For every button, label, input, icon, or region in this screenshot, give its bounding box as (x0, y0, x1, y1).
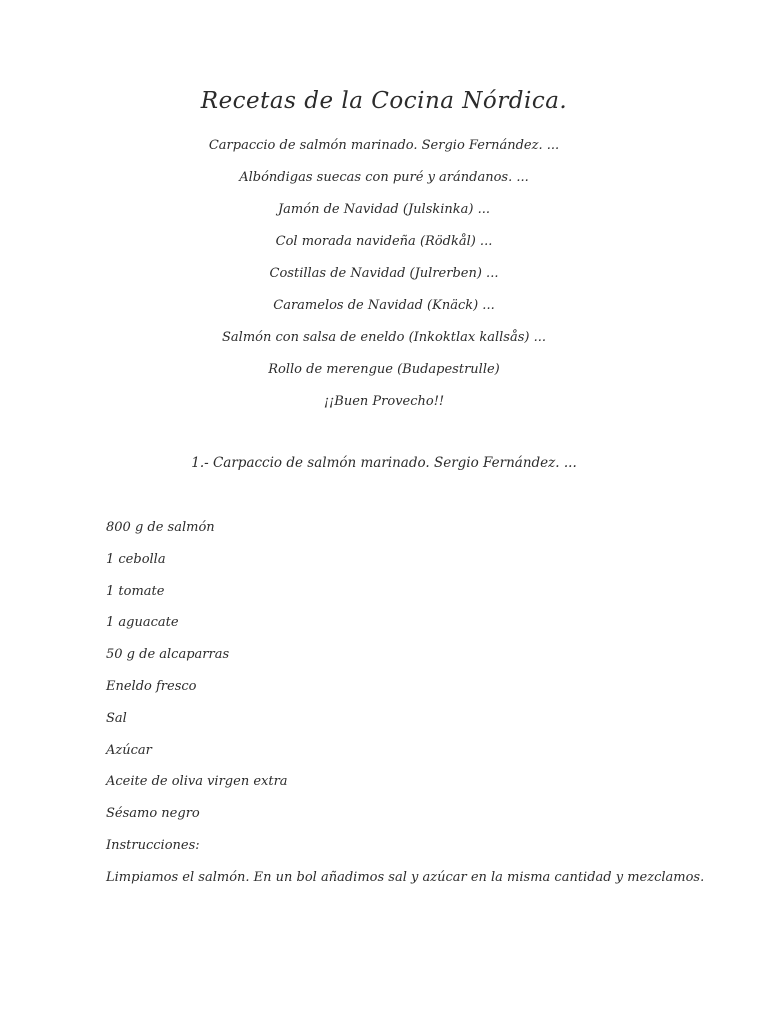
ingredient-line: Eneldo fresco (106, 678, 197, 694)
toc-item: Jamón de Navidad (Julskinka) ... (277, 202, 491, 217)
instruction-text: Limpiamos el salmón. En un bol añadimos sal y azúcar en la misma cantidad y mezclamos. (106, 869, 705, 885)
page-title: Recetas de la Cocina Nórdica. (200, 88, 568, 114)
ingredient-line: 800 g de salmón (106, 520, 215, 535)
ingredient-line: 1 aguacate (106, 615, 179, 631)
toc-item: Salmón con salsa de eneldo (Inkoktlax kallsås) ... (222, 330, 546, 345)
ingredient-line: Sésamo negro (106, 806, 200, 822)
ingredient-line: 1 cebolla (106, 551, 166, 567)
ingredient-line: Azúcar (106, 742, 152, 758)
toc-item: Caramelos de Navidad (Knäck) ... (273, 298, 495, 313)
ingredient-line: Sal (106, 710, 127, 726)
toc-item: ¡¡Buen Provecho!! (323, 394, 445, 409)
toc-item: Carpaccio de salmón marinado. Sergio Fernández. ... (208, 138, 560, 153)
toc-item: Rollo de merengue (Budapestrulle) (268, 362, 500, 377)
recipe-body (106, 518, 726, 900)
table-of-contents (0, 136, 768, 424)
section-heading: 1.- Carpaccio de salmón marinado. Sergio Fernández. ... (191, 455, 577, 471)
toc-item: Col morada navideña (Rödkål) ... (275, 234, 493, 249)
ingredient-line: 50 g de alcaparras (106, 647, 230, 663)
instructions-label: Instrucciones: (106, 837, 200, 853)
toc-item: Albóndigas suecas con puré y arándanos. ... (239, 170, 529, 185)
ingredient-line: 1 tomate (106, 583, 165, 599)
toc-item: Costillas de Navidad (Julrerben) ... (269, 266, 499, 281)
ingredient-line: Aceite de oliva virgen extra (106, 774, 288, 790)
